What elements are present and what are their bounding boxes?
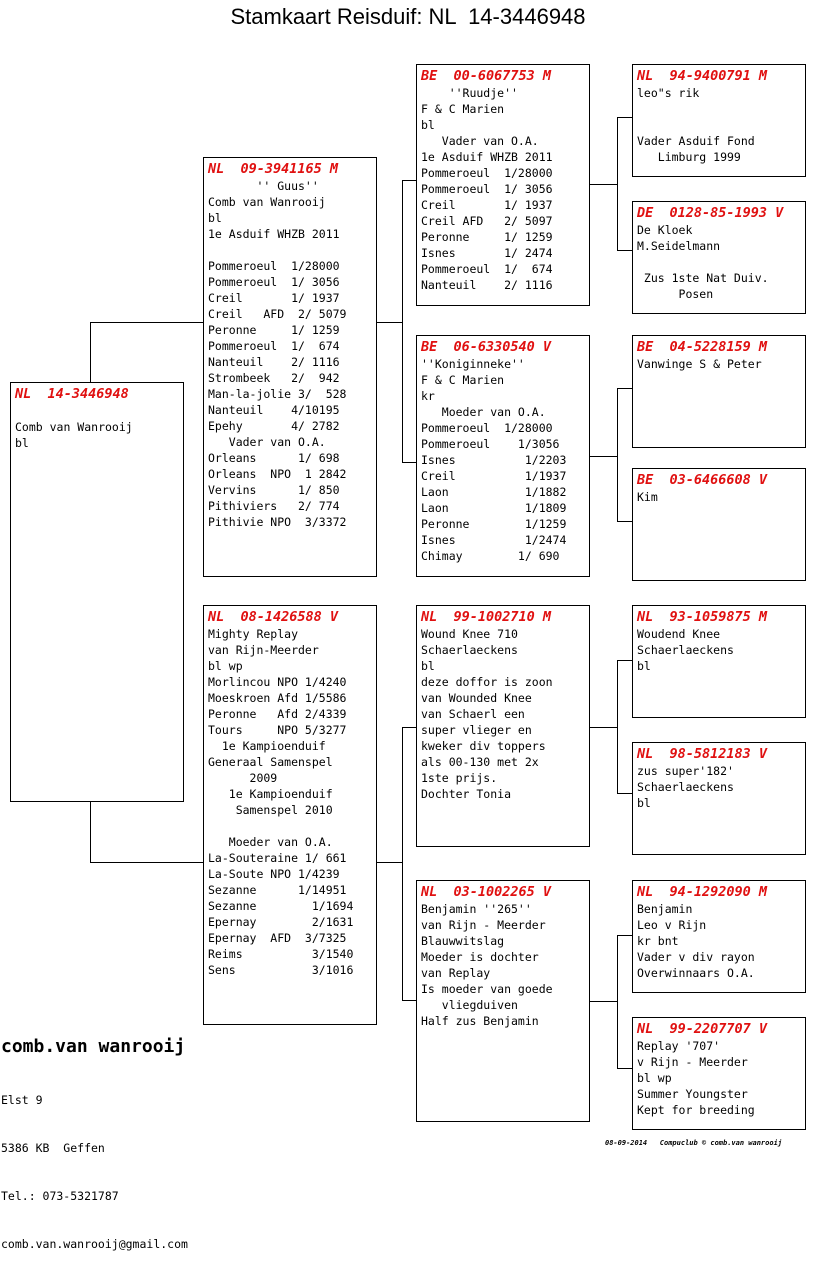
pigeon-detail-line: Peronne 1/ 1259: [208, 323, 340, 337]
pigeon-detail-line: Isnes 1/2474: [421, 533, 567, 547]
pigeon-detail-line: '' Guus'': [208, 179, 319, 193]
pigeon-detail-line: Nanteuil 2/ 1116: [421, 278, 553, 292]
pigeon-detail-line: bl: [421, 659, 435, 673]
pigeon-detail-line: Overwinnaars O.A.: [637, 966, 755, 980]
connector-line: [617, 935, 618, 1069]
pigeon-detail-line: Vanwinge S & Peter: [637, 357, 762, 371]
ring-number: BE 00-6067753 M: [421, 68, 552, 84]
pigeon-detail-line: Epernay 2/1631: [208, 915, 354, 929]
pigeon-detail-line: Pithivie NPO 3/3372: [208, 515, 347, 529]
pigeon-details: [637, 489, 801, 505]
pigeon-details: [637, 626, 801, 674]
pigeon-detail-line: kr bnt: [637, 934, 679, 948]
connector-line: [617, 1068, 632, 1069]
pigeon-detail-line: Laon 1/1809: [421, 501, 567, 515]
pigeon-detail-line: Dochter Tonia: [421, 787, 512, 801]
pigeon-detail-line: Orleans NPO 1 2842: [208, 467, 347, 481]
pigeon-detail-line: Benjamin ''265'': [421, 902, 532, 916]
pigeon-detail-line: Vader v div rayon: [637, 950, 755, 964]
pigeon-detail-line: Creil AFD 2/ 5097: [421, 214, 553, 228]
connector-line: [90, 322, 203, 323]
pigeon-detail-line: F & C Marien: [421, 373, 505, 387]
pigeon-detail-line: Pommeroeul 1/28000: [208, 259, 340, 273]
pigeon-detail-line: [15, 403, 179, 419]
page-title: Stamkaart Reisduif: NL 14-3446948: [230, 4, 586, 29]
ring-number: BE 06-6330540 V: [421, 339, 552, 355]
connector-line: [402, 462, 416, 463]
owner-email: comb.van.wanrooij@gmail.com: [1, 1237, 188, 1251]
pigeon-detail-line: van Rijn-Meerder: [208, 643, 319, 657]
ring-number: NL 03-1002265 V: [421, 884, 552, 900]
ring-number: DE 0128-85-1993 V: [637, 205, 784, 221]
pigeon-card-father-father: [416, 64, 590, 306]
connector-line: [617, 660, 632, 661]
connector-line: [377, 862, 402, 863]
pigeon-card-fmm: [632, 468, 806, 581]
connector-line: [617, 117, 632, 118]
pigeon-detail-line: Wound Knee 710: [421, 627, 518, 641]
connector-line: [402, 180, 403, 463]
pigeon-detail-line: Peronne 1/1259: [421, 517, 567, 531]
pigeon-detail-line: De Kloek: [637, 223, 693, 237]
pigeon-details: [637, 901, 801, 981]
pigeon-detail-line: kweker div toppers: [421, 739, 546, 753]
pigeon-card-mff: [632, 605, 806, 718]
pigeon-detail-line: Schaerlaeckens: [421, 643, 518, 657]
pigeon-detail-line: van Replay: [421, 966, 491, 980]
ring-number: NL 99-1002710 M: [421, 609, 552, 625]
pigeon-detail-line: [208, 818, 372, 834]
pigeon-card-mmm: [632, 1017, 806, 1130]
pigeon-detail-line: Posen: [637, 287, 714, 301]
pigeon-detail-line: Tours NPO 5/3277: [208, 723, 347, 737]
ring-number: BE 03-6466608 V: [637, 472, 768, 488]
pigeon-detail-line: bl: [208, 211, 222, 225]
pigeon-detail-line: Moeskroen Afd 1/5586: [208, 691, 347, 705]
pigeon-detail-line: Kept for breeding: [637, 1103, 755, 1117]
connector-line: [617, 250, 632, 251]
ring-number: NL 94-1292090 M: [637, 884, 768, 900]
pigeon-detail-line: Creil AFD 2/ 5079: [208, 307, 347, 321]
pigeon-card-ffm: [632, 201, 806, 314]
owner-info: [1, 1060, 188, 1268]
pigeon-detail-line: Pommeroeul 1/28000: [421, 421, 553, 435]
pigeon-detail-line: bl: [421, 118, 435, 132]
pigeon-card-father: [203, 157, 377, 577]
pigeon-detail-line: Benjamin: [637, 902, 693, 916]
pigeon-detail-line: Creil 1/ 1937: [208, 291, 340, 305]
pigeon-card-fff: [632, 64, 806, 177]
pigeon-details: [208, 178, 372, 530]
pigeon-details: [637, 85, 801, 165]
pigeon-detail-line: Vader Asduif Fond: [637, 134, 755, 148]
connector-line: [590, 456, 617, 457]
pigeon-detail-line: ''Koniginneke'': [421, 357, 525, 371]
footer-credit: 08-09-2014 Compuclub © comb.van wanrooij: [605, 1139, 783, 1147]
pigeon-detail-line: Morlincou NPO 1/4240: [208, 675, 347, 689]
connector-line: [617, 935, 632, 936]
pigeon-detail-line: bl: [637, 796, 651, 810]
pigeon-card-subject: [10, 382, 184, 802]
pigeon-details: [637, 763, 801, 811]
pigeon-card-mmf: [632, 880, 806, 993]
pigeon-detail-line: Woudend Knee: [637, 627, 721, 641]
pigeon-detail-line: leo"s rik: [637, 86, 700, 100]
pigeon-detail-line: Blauwwitslag: [421, 934, 505, 948]
pigeon-detail-line: Isnes 1/2203: [421, 453, 567, 467]
pigeon-detail-line: deze doffor is zoon: [421, 675, 553, 689]
pigeon-detail-line: Schaerlaeckens: [637, 643, 734, 657]
pigeon-detail-line: La-Soute NPO 1/4239: [208, 867, 340, 881]
pigeon-detail-line: Half zus Benjamin: [421, 1014, 539, 1028]
pigeon-detail-line: Moeder van O.A.: [421, 405, 546, 419]
connector-line: [617, 660, 618, 794]
pigeon-card-mother: [203, 605, 377, 1025]
connector-line: [402, 180, 416, 181]
pigeon-card-fmf: [632, 335, 806, 448]
pigeon-detail-line: vliegduiven: [421, 998, 518, 1012]
pigeon-detail-line: Nanteuil 4/10195: [208, 403, 340, 417]
ring-number: NL 09-3941165 M: [208, 161, 339, 177]
pigeon-detail-line: van Wounded Knee: [421, 691, 532, 705]
pigeon-detail-line: van Schaerl een: [421, 707, 525, 721]
pigeon-detail-line: super vlieger en: [421, 723, 532, 737]
ring-number: NL 93-1059875 M: [637, 609, 768, 625]
connector-line: [377, 322, 402, 323]
connector-line: [617, 388, 618, 522]
pigeon-detail-line: Creil 1/ 1937: [421, 198, 553, 212]
connector-line: [402, 727, 403, 1000]
ring-number: NL 14-3446948: [15, 386, 129, 402]
pigeon-detail-line: 2009: [208, 771, 278, 785]
pigeon-detail-line: Mighty Replay: [208, 627, 299, 641]
pigeon-detail-line: bl wp: [637, 1071, 672, 1085]
connector-line: [617, 521, 632, 522]
connector-line: [617, 388, 632, 389]
ring-number: NL 99-2207707 V: [637, 1021, 768, 1037]
pigeon-detail-line: 1e Kampioenduif: [208, 787, 333, 801]
pigeon-card-mother-mother: [416, 880, 590, 1122]
pigeon-detail-line: Epehy 4/ 2782: [208, 419, 340, 433]
pigeon-details: [421, 901, 585, 1029]
pigeon-detail-line: [637, 254, 801, 270]
pigeon-detail-line: Laon 1/1882: [421, 485, 567, 499]
pigeon-detail-line: Vervins 1/ 850: [208, 483, 340, 497]
pigeon-detail-line: bl: [15, 436, 29, 450]
pigeon-details: [421, 85, 585, 293]
pigeon-detail-line: Pommeroeul 1/28000: [421, 166, 553, 180]
connector-line: [402, 1000, 416, 1001]
pigeon-detail-line: 1e Asduif WHZB 2011: [421, 150, 553, 164]
owner-address-line: 5386 KB Geffen: [1, 1141, 105, 1155]
pigeon-detail-line: [637, 101, 801, 117]
connector-line: [590, 1001, 617, 1002]
pigeon-detail-line: Orleans 1/ 698: [208, 451, 340, 465]
pigeon-detail-line: M.Seidelmann: [637, 239, 721, 253]
pigeon-detail-line: bl wp: [208, 659, 243, 673]
pigeon-detail-line: Vader van O.A.: [421, 134, 539, 148]
owner-name: comb.van wanrooij: [1, 1036, 186, 1057]
pigeon-detail-line: kr: [421, 389, 435, 403]
pigeon-detail-line: Man-la-jolie 3/ 528: [208, 387, 347, 401]
ring-number: NL 98-5812183 V: [637, 746, 768, 762]
pigeon-detail-line: Chimay 1/ 690: [421, 549, 560, 563]
pigeon-detail-line: als 00-130 met 2x: [421, 755, 539, 769]
pigeon-detail-line: Comb van Wanrooij: [15, 420, 133, 434]
pigeon-details: [15, 403, 179, 451]
pigeon-card-mother-father: [416, 605, 590, 847]
pigeon-detail-line: Moeder is dochter: [421, 950, 539, 964]
pigeon-detail-line: Is moeder van goede: [421, 982, 553, 996]
pigeon-detail-line: Comb van Wanrooij: [208, 195, 326, 209]
pigeon-detail-line: Creil 1/1937: [421, 469, 567, 483]
connector-line: [590, 727, 617, 728]
owner-phone: Tel.: 073-5321787: [1, 1189, 119, 1203]
pigeon-detail-line: Sezanne 1/14951: [208, 883, 347, 897]
pigeon-detail-line: Summer Youngster: [637, 1087, 748, 1101]
pigeon-detail-line: Moeder van O.A.: [208, 835, 333, 849]
pigeon-detail-line: 1e Asduif WHZB 2011: [208, 227, 340, 241]
pigeon-detail-line: Limburg 1999: [637, 150, 741, 164]
pigeon-detail-line: Samenspel 2010: [208, 803, 333, 817]
pigeon-detail-line: 1ste prijs.: [421, 771, 498, 785]
pigeon-details: [637, 222, 801, 302]
pigeon-detail-line: Zus 1ste Nat Duiv.: [637, 271, 769, 285]
pigeon-detail-line: Epernay AFD 3/7325: [208, 931, 347, 945]
pigeon-detail-line: bl: [637, 659, 651, 673]
pigeon-detail-line: Isnes 1/ 2474: [421, 246, 553, 260]
pigeon-detail-line: Reims 3/1540: [208, 947, 354, 961]
connector-line: [90, 862, 203, 863]
pigeon-details: [637, 356, 801, 372]
pigeon-card-mfm: [632, 742, 806, 855]
owner-address-line: Elst 9: [1, 1093, 43, 1107]
connector-line: [402, 727, 416, 728]
pigeon-detail-line: Peronne Afd 2/4339: [208, 707, 347, 721]
pigeon-detail-line: Kim: [637, 490, 658, 504]
pigeon-detail-line: 1e Kampioenduif: [208, 739, 326, 753]
pigeon-detail-line: Pithiviers 2/ 774: [208, 499, 340, 513]
pigeon-details: [421, 626, 585, 802]
pigeon-detail-line: van Rijn - Meerder: [421, 918, 546, 932]
pigeon-detail-line: Vader van O.A.: [208, 435, 326, 449]
ring-number: NL 08-1426588 V: [208, 609, 339, 625]
connector-line: [90, 322, 91, 382]
pigeon-details: [637, 1038, 801, 1118]
pigeon-detail-line: Peronne 1/ 1259: [421, 230, 553, 244]
pigeon-detail-line: Sens 3/1016: [208, 963, 354, 977]
pigeon-detail-line: Replay '707': [637, 1039, 721, 1053]
pigeon-detail-line: Schaerlaeckens: [637, 780, 734, 794]
pigeon-detail-line: La-Souteraine 1/ 661: [208, 851, 347, 865]
pigeon-detail-line: Pommeroeul 1/ 3056: [208, 275, 340, 289]
pigeon-detail-line: F & C Marien: [421, 102, 505, 116]
pigeon-detail-line: zus super'182': [637, 764, 734, 778]
ring-number: NL 94-9400791 M: [637, 68, 768, 84]
pigeon-detail-line: Leo v Rijn: [637, 918, 707, 932]
pigeon-detail-line: Pommeroeul 1/ 674: [421, 262, 553, 276]
pigeon-details: [421, 356, 585, 564]
pigeon-detail-line: [208, 242, 372, 258]
connector-line: [617, 793, 632, 794]
pigeon-detail-line: Strombeek 2/ 942: [208, 371, 340, 385]
ring-number: BE 04-5228159 M: [637, 339, 768, 355]
pigeon-detail-line: Pommeroeul 1/3056: [421, 437, 560, 451]
pigeon-detail-line: v Rijn - Meerder: [637, 1055, 748, 1069]
pigeon-detail-line: Sezanne 1/1694: [208, 899, 354, 913]
pigeon-detail-line: ''Ruudje'': [421, 86, 518, 100]
connector-line: [90, 802, 91, 862]
pigeon-detail-line: [637, 117, 801, 133]
connector-line: [617, 117, 618, 251]
pigeon-detail-line: Generaal Samenspel: [208, 755, 333, 769]
pigeon-card-father-mother: [416, 335, 590, 577]
pigeon-detail-line: Pommeroeul 1/ 3056: [421, 182, 553, 196]
pigeon-detail-line: Nanteuil 2/ 1116: [208, 355, 340, 369]
pigeon-details: [208, 626, 372, 978]
pigeon-detail-line: Pommeroeul 1/ 674: [208, 339, 340, 353]
connector-line: [590, 184, 617, 185]
